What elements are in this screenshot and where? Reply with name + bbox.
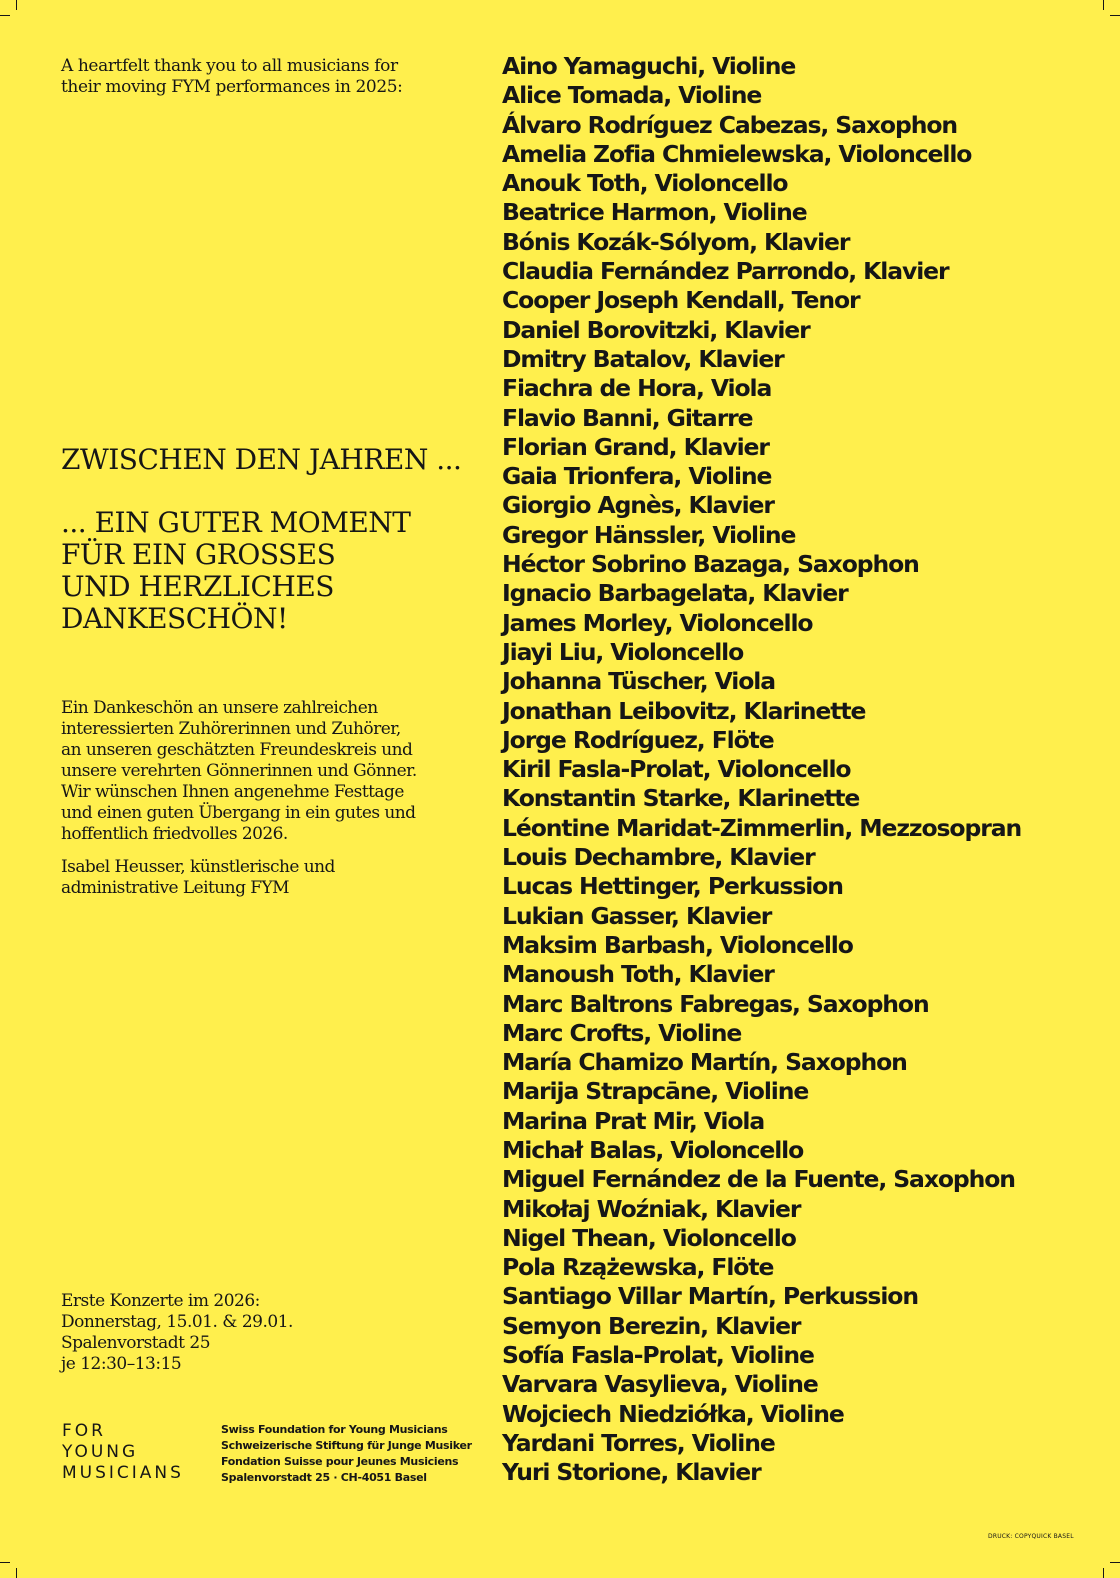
musician-item: Flavio Banni, Gitarre — [502, 403, 753, 432]
crop-mark — [0, 15, 10, 16]
musician-item: Héctor Sobrino Bazaga, Saxophon — [502, 550, 919, 579]
musician-item: Semyon Berezin, Klavier — [502, 1311, 801, 1340]
crop-mark — [16, 1568, 17, 1578]
musician-item: Ignacio Barbagelata, Klavier — [502, 579, 848, 608]
musician-item: Léontine Maridat-Zimmerlin, Mezzosopran — [502, 813, 1022, 842]
musician-item: Alice Tomada, Violine — [502, 81, 762, 110]
thanks-line: und einen guten Übergang in ein gutes und — [61, 803, 416, 823]
musician-item: Jonathan Leibovitz, Klarinette — [502, 696, 866, 725]
musician-item: Miguel Fernández de la Fuente, Saxophon — [502, 1165, 1015, 1194]
logo-line: FOR — [62, 1421, 106, 1441]
foundation-address — [221, 1422, 472, 1486]
concert-line: Erste Konzerte im 2026: — [61, 1291, 260, 1311]
print-credit: DRUCK: COPYQUICK BASEL — [988, 1533, 1074, 1540]
musician-item: Louis Dechambre, Klavier — [502, 843, 815, 872]
thanks-paragraph — [61, 698, 471, 845]
musician-item: Jiayi Liu, Violoncello — [502, 637, 744, 666]
musician-item: Bónis Kozák-Sólyom, Klavier — [502, 227, 850, 256]
logo-line: MUSICIANS — [62, 1463, 184, 1483]
signature — [61, 857, 471, 899]
crop-mark — [1103, 1568, 1104, 1578]
musician-item: Mikołaj Woźniak, Klavier — [502, 1194, 801, 1223]
musician-item: Beatrice Harmon, Violine — [502, 198, 807, 227]
musician-item: Lucas Hettinger, Perkussion — [502, 872, 843, 901]
musician-item: Lukian Gasser, Klavier — [502, 901, 772, 930]
musician-item: Florian Grand, Klavier — [502, 432, 769, 461]
intro-text — [61, 56, 461, 98]
musician-item: Maksim Barbash, Violoncello — [502, 930, 853, 959]
thanks-line: hoffentlich friedvolles 2026. — [61, 824, 288, 844]
musician-item: Daniel Borovitzki, Klavier — [502, 315, 810, 344]
musician-item: Claudia Fernández Parrondo, Klavier — [502, 257, 949, 286]
logo-line: YOUNG — [62, 1442, 139, 1462]
musician-item: James Morley, Violoncello — [502, 608, 813, 637]
thanks-line: Wir wünschen Ihnen angenehme Festtage — [61, 782, 404, 802]
concert-line: Donnerstag, 15.01. & 29.01. — [61, 1312, 293, 1332]
concert-line: Spalenvorstadt 25 — [61, 1333, 211, 1353]
musician-item: Cooper Joseph Kendall, Tenor — [502, 286, 860, 315]
musician-item: Giorgio Agnès, Klavier — [502, 491, 774, 520]
musician-item: Johanna Tüscher, Viola — [502, 667, 776, 696]
intro-line: A heartfelt thank you to all musicians for — [61, 56, 398, 76]
musician-item: Yardani Torres, Violine — [502, 1428, 775, 1457]
musician-item: Marc Crofts, Violine — [502, 1018, 742, 1047]
musician-item: Marina Prat Mir, Viola — [502, 1106, 765, 1135]
musician-item: Yuri Storione, Klavier — [502, 1458, 761, 1487]
foundation-line: Spalenvorstadt 25 · CH-4051 Basel — [221, 1471, 427, 1484]
headline-line: FÜR EIN GROSSES — [61, 538, 336, 571]
musician-item: Sofía Fasla-Prolat, Violine — [502, 1341, 814, 1370]
musician-item: Anouk Toth, Violoncello — [502, 169, 788, 198]
crop-mark — [1110, 15, 1120, 16]
musician-item: Santiago Villar Martín, Perkussion — [502, 1282, 918, 1311]
fym-logo — [62, 1421, 184, 1484]
musician-item: Dmitry Batalov, Klavier — [502, 344, 784, 373]
musician-item: Manoush Toth, Klavier — [502, 960, 774, 989]
musician-item: Wojciech Niedziółka, Violine — [502, 1399, 844, 1428]
crop-mark — [1110, 1562, 1120, 1563]
musician-item: Aino Yamaguchi, Violine — [502, 52, 796, 80]
musician-item: Pola Rzążewska, Flöte — [502, 1253, 774, 1282]
headline-line: DANKESCHÖN! — [61, 602, 288, 635]
musician-item: Jorge Rodríguez, Flöte — [502, 725, 774, 754]
musician-list — [502, 52, 1021, 1488]
headline-line-1: ZWISCHEN DEN JAHREN ... — [61, 443, 462, 476]
musician-item: Nigel Thean, Violoncello — [502, 1223, 796, 1252]
crop-mark — [0, 1562, 10, 1563]
concert-line: je 12:30–13:15 — [61, 1354, 182, 1374]
musician-item: María Chamizo Martín, Saxophon — [502, 1048, 907, 1077]
headline-line: UND HERZLICHES — [61, 570, 334, 603]
musician-item: Varvara Vasylieva, Violine — [502, 1370, 818, 1399]
headline-line: ... EIN GUTER MOMENT — [61, 506, 411, 539]
musician-item: Michał Balas, Violoncello — [502, 1135, 804, 1164]
musician-item: Konstantin Starke, Klarinette — [502, 784, 860, 813]
musician-item: Fiachra de Hora, Viola — [502, 374, 772, 403]
signature-line: administrative Leitung FYM — [61, 878, 290, 898]
signature-line: Isabel Heusser, künstlerische und — [61, 857, 335, 877]
musician-item: Amelia Zofia Chmielewska, Violoncello — [502, 139, 972, 168]
musician-item: Álvaro Rodríguez Cabezas, Saxophon — [502, 110, 957, 139]
foundation-line: Schweizerische Stiftung für Junge Musiker — [221, 1439, 472, 1452]
musician-item: Kiril Fasla-Prolat, Violoncello — [502, 755, 851, 784]
musician-item: Marc Baltrons Fabregas, Saxophon — [502, 989, 929, 1018]
headline — [61, 444, 481, 635]
thanks-line: unsere verehrten Gönnerinnen und Gönner. — [61, 761, 417, 781]
musician-item: Gaia Trionfera, Violine — [502, 462, 772, 491]
musician-item: Gregor Hänssler, Violine — [502, 520, 796, 549]
thanks-message — [61, 698, 471, 899]
musician-item: Marija Strapcāne, Violine — [502, 1077, 809, 1106]
crop-mark — [1103, 0, 1104, 10]
foundation-line: Fondation Suisse pour Jeunes Musiciens — [221, 1455, 459, 1468]
thanks-line: interessierten Zuhörerinnen und Zuhörer, — [61, 719, 401, 739]
thanks-line: Ein Dankeschön an unsere zahlreichen — [61, 698, 378, 718]
intro-line: their moving FYM performances in 2025: — [61, 77, 403, 97]
headline-block-2 — [61, 507, 481, 635]
foundation-line: Swiss Foundation for Young Musicians — [221, 1423, 448, 1436]
thanks-line: an unseren geschätzten Freundeskreis und — [61, 740, 413, 760]
concert-info — [61, 1291, 441, 1375]
crop-mark — [16, 0, 17, 10]
